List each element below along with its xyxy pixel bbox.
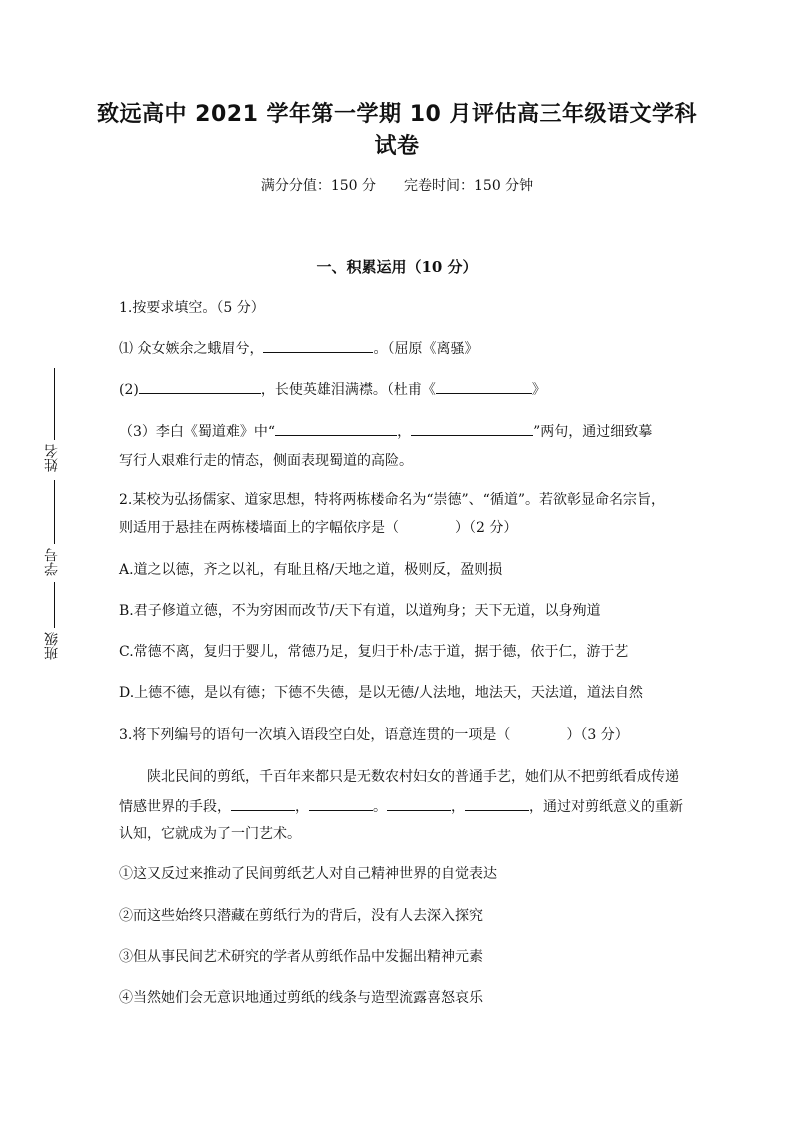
q1-part2-close: 》 — [531, 382, 546, 398]
answer-blank[interactable] — [275, 421, 397, 436]
answer-blank[interactable] — [387, 796, 451, 811]
q3-option-4: ④当然她们会无意识地通过剪纸的线条与造型流露喜怒哀乐 — [119, 990, 483, 1006]
q3-para-sep: ， — [451, 799, 465, 815]
answer-blank[interactable] — [263, 338, 373, 353]
answer-blank[interactable] — [309, 796, 373, 811]
class-label: 班级 — [44, 632, 60, 660]
exam-meta — [0, 175, 794, 195]
name-field-line — [54, 368, 55, 440]
answer-blank[interactable] — [231, 796, 295, 811]
q2-option-a: A.道之以德，齐之以礼，有耻且格/天地之道，极则反，盈则损 — [119, 562, 503, 578]
q1-stem: 1.按要求填空。（5 分） — [119, 300, 265, 316]
q1-part3-text: （3）李白《蜀道难》中“ — [119, 424, 276, 440]
id-label: 学号 — [44, 548, 60, 576]
q2-option-b: B.君子修道立德，不为穷困而改节/天下有道，以道殉身；天下无道，以身殉道 — [119, 603, 601, 619]
q1-part1 — [119, 338, 478, 359]
q3-para-text: 情感世界的手段， — [119, 799, 231, 815]
exam-title-line1: 致远高中 2021 学年第一学期 10 月评估高三年级语文学科 — [97, 102, 697, 127]
answer-blank[interactable] — [139, 379, 261, 394]
q3-para-line2 — [119, 796, 683, 817]
answer-blank[interactable] — [436, 379, 532, 394]
q1-part2-num: (2) — [119, 382, 139, 398]
q1-part3 — [119, 421, 652, 442]
q3-para-text2: ，通过对剪纸意义的重新 — [529, 799, 683, 815]
q3-option-1: ①这又反过来推动了民间剪纸艺人对自己精神世界的自觉表达 — [119, 866, 497, 882]
answer-blank[interactable] — [411, 421, 533, 436]
section-heading: 一、积累运用（10 分） — [316, 258, 478, 276]
exam-title-line2: 试卷 — [374, 134, 420, 159]
q2-score: ）（2 分） — [455, 520, 518, 536]
q1-part3-comma: ， — [397, 424, 412, 440]
q2-stem-text: 则适用于悬挂在两栋楼墙面上的字幅依序是（ — [119, 520, 399, 536]
q1-part3-cont: 写行人艰难行走的情态，侧面表现蜀道的高险。 — [119, 453, 413, 469]
binding-margin — [30, 368, 70, 668]
id-field-line — [54, 480, 55, 544]
q1-part1-text: ⑴ 众女嫉余之蛾眉兮， — [119, 341, 264, 357]
q1-part2 — [119, 379, 546, 400]
class-field-line — [54, 582, 55, 628]
q2-option-c: C.常德不离，复归于婴儿，常德乃足，复归于朴/志于道，据于德，依于仁，游于艺 — [119, 644, 629, 660]
answer-blank[interactable] — [465, 796, 529, 811]
q1-part3-text2: ”两句，通过细致摹 — [533, 424, 653, 440]
q3-stem-text: 3.将下列编号的语句一次填入语段空白处，语意连贯的一项是（ — [119, 727, 511, 743]
q3-stem — [119, 725, 629, 745]
q3-para-sep: 。 — [373, 799, 387, 815]
q2-stem-line2 — [119, 518, 517, 538]
q3-option-2: ②而这些始终只潜藏在剪纸行为的背后，没有人去深入探究 — [119, 908, 483, 924]
q2-stem-line1: 2.某校为弘扬儒家、道家思想，特将两栋楼命名为“崇德”、“循道”。若欲彰显命名宗旨， — [119, 492, 665, 508]
q1-part1-source: 。（屈原《离骚》 — [373, 341, 479, 357]
q3-para-line3: 认知，它就成为了一门艺术。 — [119, 826, 301, 842]
q3-para-sep: ， — [295, 799, 309, 815]
full-score: 满分分值：150 分 — [260, 178, 376, 194]
exam-time: 完卷时间：150 分钟 — [404, 178, 534, 194]
q3-score: ）（3 分） — [566, 727, 629, 743]
q3-para-line1: 陕北民间的剪纸，千百年来都只是无数农村妇女的普通手艺，她们从不把剪纸看成传递 — [147, 769, 679, 785]
name-label: 姓名 — [44, 444, 60, 472]
q2-option-d: D.上德不德，是以有德；下德不失德，是以无德/人法地，地法天，天法道，道法自然 — [119, 685, 643, 701]
q1-part2-text: ，长使英雄泪满襟。（杜甫《 — [260, 382, 436, 398]
q3-option-3: ③但从事民间艺术研究的学者从剪纸作品中发掘出精神元素 — [119, 949, 483, 965]
